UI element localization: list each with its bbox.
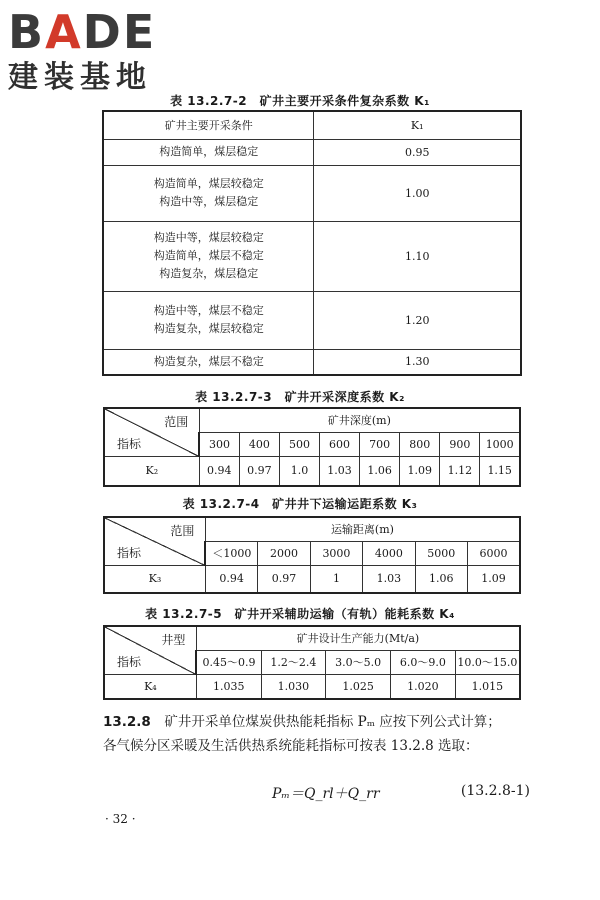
table2-corner — [104, 408, 199, 456]
table-row — [103, 291, 521, 349]
table4-value: 1.035 — [196, 674, 261, 699]
table4-row-label: K₄ — [104, 674, 196, 699]
table2-col: 800 — [400, 432, 440, 456]
table1-condition: 构造中等，煤层较稳定 构造简单，煤层不稳定 构造复杂，煤层稳定 — [103, 221, 314, 291]
table3-value: 0.94 — [205, 565, 257, 593]
table-row — [103, 349, 521, 375]
table2-col: 600 — [320, 432, 360, 456]
table2-value: 1.0 — [279, 456, 319, 486]
table2-col: 1000 — [480, 432, 520, 456]
table-k4 — [103, 625, 521, 700]
table2-value: 1.15 — [480, 456, 520, 486]
table-k1 — [102, 110, 522, 376]
logo — [8, 6, 178, 96]
table2-row-label: K₂ — [104, 456, 199, 486]
logo-chinese: 建装基地 — [8, 60, 152, 95]
table1-value: 1.20 — [314, 291, 521, 349]
table4-value: 1.030 — [261, 674, 326, 699]
table1-header-k1: K₁ — [314, 111, 521, 139]
table4-col: 10.0～15.0 — [455, 650, 520, 674]
table3-value: 1 — [310, 565, 362, 593]
table4-corner-top: 井型 — [161, 633, 186, 647]
clause-number: 13.2.8 — [103, 714, 151, 730]
table4-corner-bottom: 指标 — [117, 654, 142, 669]
table4-group-header: 矿井设计生产能力(Mt/a) — [196, 626, 520, 650]
table1-value: 1.00 — [314, 165, 521, 221]
table3-col: ＜1000 — [205, 541, 257, 565]
table1-value: 0.95 — [314, 139, 521, 165]
table3-value: 1.03 — [363, 565, 415, 593]
table-row — [104, 674, 520, 699]
table2-col: 500 — [279, 432, 319, 456]
table2-col: 300 — [199, 432, 239, 456]
table-row — [104, 456, 520, 486]
table4-col: 6.0～9.0 — [391, 650, 456, 674]
table-k2 — [103, 407, 521, 487]
table3-col: 6000 — [468, 541, 521, 565]
table1-value: 1.10 — [314, 221, 521, 291]
table3-col: 4000 — [363, 541, 415, 565]
table-row — [103, 165, 521, 221]
table1-caption: 表 13.2.7-2 矿井主要开采条件复杂系数 K₁ — [170, 94, 430, 108]
table3-value: 0.97 — [258, 565, 310, 593]
table1-condition: 构造简单，煤层稳定 — [103, 139, 314, 165]
table3-corner-top: 范围 — [170, 524, 195, 538]
formula-expression: Pₘ＝Q_rl＋Q_rr — [272, 786, 380, 802]
table4-value: 1.025 — [326, 674, 391, 699]
clause-line-2: 各气候分区采暖及生活供热系统能耗指标可按表 13.2.8 选取： — [103, 738, 479, 754]
formula-number: (13.2.8-1) — [460, 783, 530, 799]
clause-line-1: 13.2.8 矿井开采单位煤炭供热能耗指标 Pₘ 应按下列公式计算； — [103, 714, 501, 730]
table3-value: 1.09 — [468, 565, 521, 593]
table-row — [104, 565, 520, 593]
table2-col: 400 — [239, 432, 279, 456]
clause-paragraph — [103, 710, 543, 758]
table4-col: 3.0～5.0 — [326, 650, 391, 674]
table2-value: 1.03 — [320, 456, 360, 486]
page-number: · 32 · — [105, 812, 136, 826]
table2-value: 1.09 — [400, 456, 440, 486]
table-row — [103, 221, 521, 291]
table2-value: 0.97 — [239, 456, 279, 486]
table2-col: 900 — [440, 432, 480, 456]
table1-value: 1.30 — [314, 349, 521, 375]
table3-group-header: 运输距离(m) — [205, 517, 520, 541]
table3-col: 2000 — [258, 541, 310, 565]
table3-value: 1.06 — [415, 565, 467, 593]
table-row — [103, 139, 521, 165]
logo-wordmark: BADE — [8, 5, 157, 59]
table2-value: 1.06 — [360, 456, 400, 486]
table2-value: 1.12 — [440, 456, 480, 486]
table3-row-label: K₃ — [104, 565, 205, 593]
table2-corner-top: 范围 — [164, 415, 189, 429]
table-k3 — [103, 516, 521, 594]
table3-caption: 表 13.2.7-4 矿井井下运输运距系数 K₃ — [182, 497, 418, 511]
table1-condition: 构造简单，煤层较稳定 构造中等，煤层稳定 — [103, 165, 314, 221]
table2-col: 700 — [360, 432, 400, 456]
table4-col: 1.2～2.4 — [261, 650, 326, 674]
table1-header-condition: 矿井主要开采条件 — [103, 111, 314, 139]
table3-col: 3000 — [310, 541, 362, 565]
table2-corner-bottom: 指标 — [117, 436, 142, 451]
table4-corner — [104, 626, 196, 674]
table4-value: 1.020 — [391, 674, 456, 699]
table3-col: 5000 — [415, 541, 467, 565]
table1-condition: 构造中等，煤层不稳定 构造复杂，煤层较稳定 — [103, 291, 314, 349]
table3-corner — [104, 517, 205, 565]
table4-caption: 表 13.2.7-5 矿井开采辅助运输（有轨）能耗系数 K₄ — [145, 607, 455, 621]
table4-value: 1.015 — [455, 674, 520, 699]
table2-caption: 表 13.2.7-3 矿井开采深度系数 K₂ — [195, 390, 405, 404]
table2-group-header: 矿井深度(m) — [199, 408, 520, 432]
table2-value: 0.94 — [199, 456, 239, 486]
table4-col: 0.45～0.9 — [196, 650, 261, 674]
table1-condition: 构造复杂，煤层不稳定 — [103, 349, 314, 375]
table3-corner-bottom: 指标 — [117, 545, 142, 560]
